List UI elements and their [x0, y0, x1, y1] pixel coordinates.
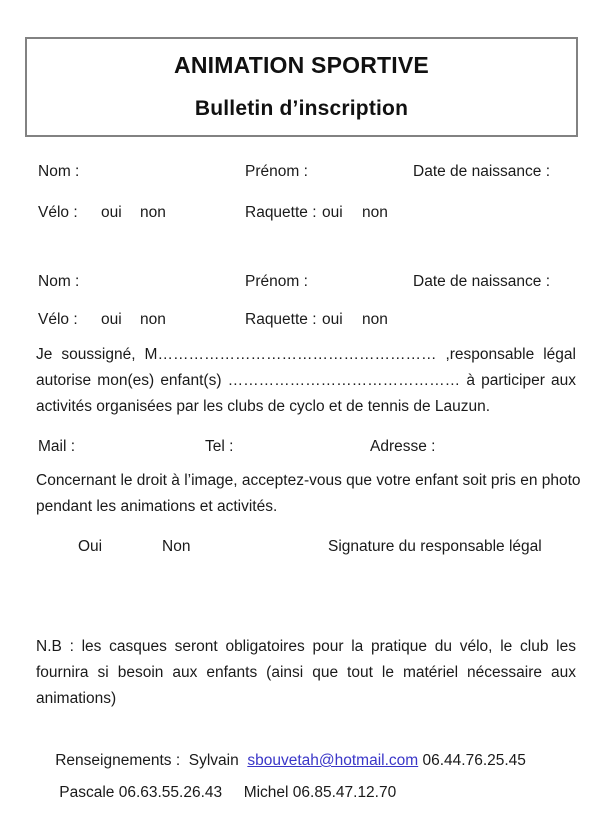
authorization-text-part2: ,responsable légal autorise mon(es) enfant(s): [36, 346, 576, 389]
consent-oui-option[interactable]: Oui: [78, 538, 103, 555]
participant-2-prenom-label: Prénom :: [245, 273, 308, 290]
participant-2-raquette-oui-option[interactable]: oui: [322, 311, 343, 328]
participant-1-date-naissance-label: Date de naissance :: [413, 163, 551, 180]
participant-1-raquette-oui-option[interactable]: oui: [322, 204, 343, 221]
adresse-label: Adresse :: [370, 438, 436, 455]
email-link[interactable]: sbouvetah@hotmail.com: [247, 752, 419, 769]
footer-contact-michel-phone: 06.85.47.12.70: [292, 784, 397, 801]
participant-1-velo-non-option[interactable]: non: [140, 204, 166, 221]
renseignements-label: Renseignements : Sylvain: [55, 752, 248, 769]
tel-label: Tel :: [205, 438, 234, 455]
authorization-text-part1: Je soussigné, M: [36, 346, 158, 363]
participant-1-velo-label: Vélo :: [38, 204, 78, 221]
participant-1-raquette-non-option[interactable]: non: [362, 204, 388, 221]
participant-1-prenom-label: Prénom :: [245, 163, 308, 180]
mail-label: Mail :: [38, 438, 76, 455]
footer-contact-michel-name: Michel: [243, 784, 289, 801]
participant-1-raquette-label: Raquette :: [245, 204, 317, 221]
authorization-dotted-line-children[interactable]: ………………………………………: [227, 372, 461, 389]
participant-2-velo-oui-option[interactable]: oui: [101, 311, 122, 328]
header-box: [25, 37, 578, 137]
consent-non-option[interactable]: Non: [162, 538, 191, 555]
participant-2-velo-non-option[interactable]: non: [140, 311, 166, 328]
image-rights-paragraph: Concernant le droit à l’image, acceptez-vous que votre enfant soit pris en photo pendant les animations et activités.: [36, 472, 581, 515]
participant-2-nom-label: Nom :: [38, 273, 80, 290]
participant-2-raquette-non-option[interactable]: non: [362, 311, 388, 328]
authorization-text-part3: à participer aux activités organisées par les clubs de cyclo et de tennis de Lauzun.: [36, 372, 577, 415]
page-title: ANIMATION SPORTIVE: [174, 52, 429, 78]
participant-1-nom-label: Nom :: [38, 163, 80, 180]
nb-paragraph: N.B : les casques seront obligatoires pour la pratique du vélo, le club les fournira si besoin aux enfants (ainsi que tout le matériel nécessaire aux animations): [36, 638, 576, 707]
page-subtitle: Bulletin d’inscription: [194, 97, 409, 120]
authorization-dotted-line-name[interactable]: ………………………………………………: [157, 346, 437, 363]
participant-1-velo-oui-option[interactable]: oui: [101, 204, 122, 221]
participant-2-date-naissance-label: Date de naissance :: [413, 273, 551, 290]
footer-contact-line-2: [42, 766, 396, 820]
footer-contact-pascale-name: Pascale: [59, 784, 115, 801]
participant-2-velo-label: Vélo :: [38, 311, 78, 328]
signature-label: Signature du responsable légal: [328, 538, 542, 555]
footer-phone-sylvain: 06.44.76.25.45: [418, 752, 526, 769]
footer-contact-pascale-phone: 06.63.55.26.43: [118, 784, 223, 801]
authorization-paragraph: [36, 342, 576, 420]
participant-2-raquette-label: Raquette :: [245, 311, 317, 328]
